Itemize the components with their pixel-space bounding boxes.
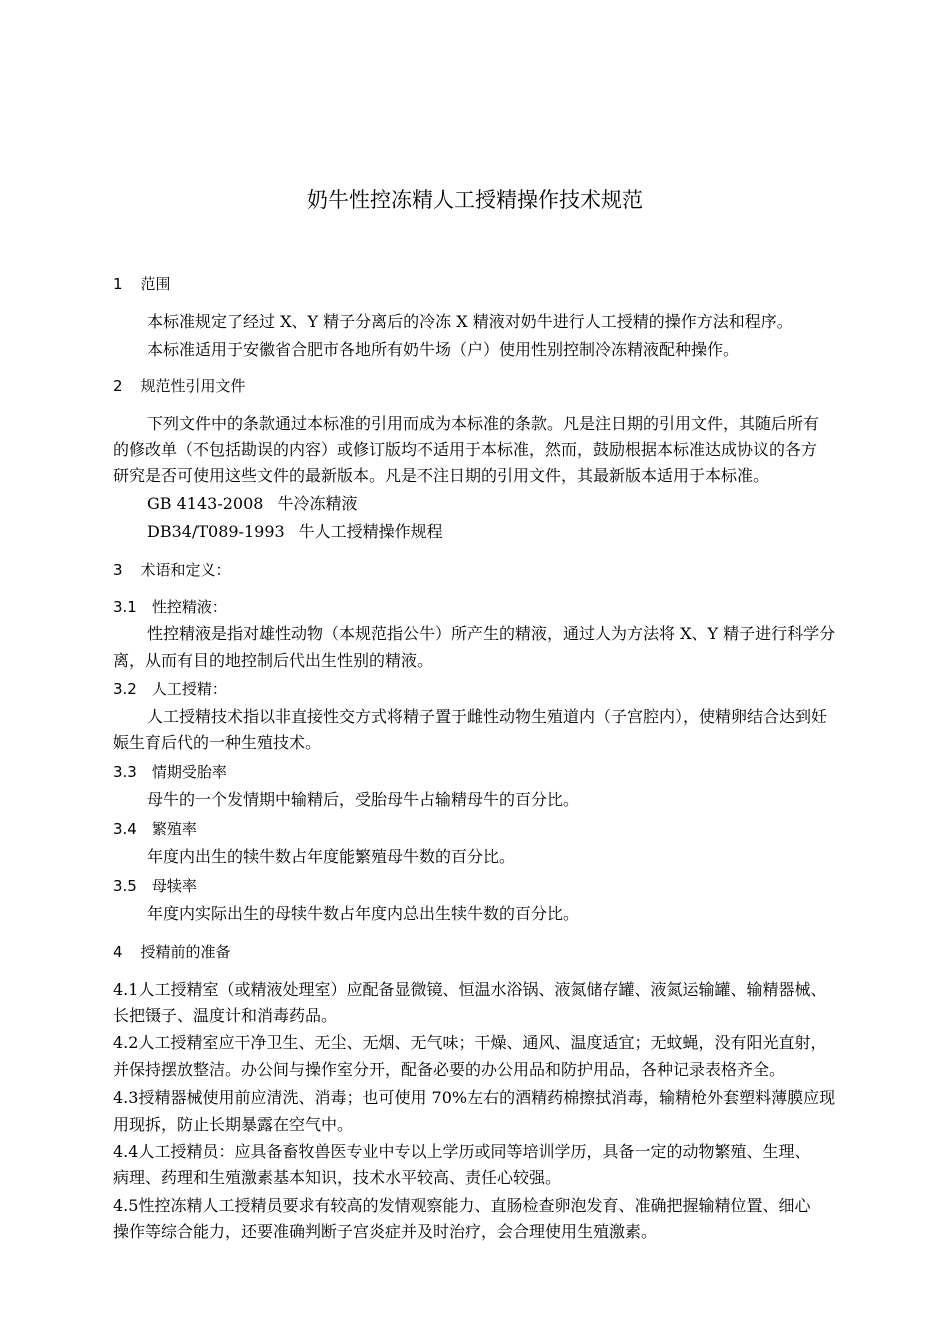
paragraph-line: 下列文件中的条款通过本标准的引用而成为本标准的条款。凡是注日期的引用文件，其随后所有 [147,414,820,433]
subsection-title: 母犊率 [151,877,197,895]
reference-item [147,522,443,542]
subsection-heading [113,876,197,896]
clause-line [113,1033,826,1053]
section-1-heading [113,274,171,294]
section-number: 1 [113,275,123,293]
clause-line [113,1142,810,1162]
clause-number: 4.2 [113,1033,139,1052]
paragraph-line: 研究是否可使用这些文件的最新版本。凡是不注日期的引用文件，其最新版本适用于本标准。 [113,466,770,485]
paragraph: 本标准规定了经过 X、Y 精子分离后的冷冻 X 精液对奶牛进行人工授精的操作方法和程序。 [147,312,793,331]
clause-line: 长把镊子、温度计和消毒药品。 [113,1006,338,1025]
section-3-heading [113,560,231,580]
section-number: 4 [113,943,123,961]
section-title: 规范性引用文件 [140,377,246,395]
document-title: 奶牛性控冻精人工授精操作技术规范 [307,188,643,212]
paragraph: 本标准适用于安徽省合肥市各地所有奶牛场（户）使用性别控制冷冻精液配种操作。 [147,340,740,359]
paragraph-line: 性控精液是指对雄性动物（本规范指公牛）所产生的精液，通过人为方法将 X、Y 精子进行科学分 [147,624,836,643]
clause-line: 操作等综合能力，还要准确判断子宫炎症并及时治疗，会合理使用生殖激素。 [113,1222,658,1241]
paragraph-line: 年度内实际出生的母犊牛数占年度内总出生犊牛数的百分比。 [147,904,580,923]
section-number: 2 [113,377,123,395]
clause-text: 人工授精室应干净卫生、无尘、无烟、无气味；干燥、通风、温度适宜；无蚊蝇，没有阳光直射， [138,1033,827,1052]
subsection-title: 性控精液： [151,598,227,616]
paragraph-line: 娠生育后代的一种生殖技术。 [113,733,322,752]
clause-text: 人工授精员：应具备畜牧兽医专业中专以上学历或同等培训学历，具备一定的动物繁殖、生理、 [138,1142,811,1161]
subsection-number: 3.4 [113,820,137,838]
paragraph-line: 母牛的一个发情期中输精后，受胎母牛占输精母牛的百分比。 [147,790,580,809]
subsection-number: 3.5 [113,877,137,895]
subsection-number: 3.3 [113,763,137,781]
clause-line: 用现拆，防止长期暴露在空气中。 [113,1115,354,1134]
clause-number: 4.5 [113,1196,139,1215]
paragraph-line: 年度内出生的犊牛数占年度能繁殖母牛数的百分比。 [147,847,516,866]
subsection-number: 3.1 [113,598,137,616]
section-4-heading [113,942,231,962]
section-2-heading [113,376,246,396]
reference-code: GB 4143-2008 [147,494,264,513]
clause-line: 并保持摆放整洁。办公间与操作室分开，配备必要的办公用品和防护用品，各种记录表格齐全。 [113,1060,786,1079]
section-title: 范围 [140,275,171,293]
section-number: 3 [113,561,123,579]
reference-code: DB34/T089-1993 [147,522,285,541]
subsection-number: 3.2 [113,680,137,698]
clause-line [113,980,826,1000]
subsection-heading [113,597,227,617]
paragraph-line: 人工授精技术指以非直接性交方式将精子置于雌性动物生殖道内（子宫腔内），使精卵结合达到妊 [147,707,828,726]
clause-line: 病理、药理和生殖激素基本知识，技术水平较高、责任心较强。 [113,1168,562,1187]
reference-name: 牛人工授精操作规程 [298,522,443,541]
paragraph-line: 离，从而有目的地控制后代出生性别的精液。 [113,651,434,670]
clause-number: 4.1 [113,980,139,999]
clause-text: 人工授精室（或精液处理室）应配备显微镜、恒温水浴锅、液氮储存罐、液氮运输罐、输精器械、 [138,980,827,999]
subsection-heading [113,762,227,782]
subsection-heading [113,819,197,839]
clause-number: 4.3 [113,1088,139,1107]
subsection-title: 情期受胎率 [151,763,227,781]
reference-item [147,494,357,514]
section-title: 术语和定义： [140,561,231,579]
subsection-title: 人工授精： [151,680,227,698]
paragraph-line: 的修改单（不包括勘误的内容）或修订版均不适用于本标准，然而，鼓励根据本标准达成协议的各方 [113,440,818,459]
clause-number: 4.4 [113,1142,139,1161]
subsection-title: 繁殖率 [151,820,197,838]
clause-text: 授精器械使用前应清洗、消毒；也可使用 70%左右的酒精药棉擦拭消毒，输精枪外套塑料薄膜应现 [138,1088,836,1107]
clause-line [113,1088,835,1108]
reference-name: 牛冷冻精液 [277,494,358,513]
clause-line [113,1196,810,1216]
subsection-heading [113,679,227,699]
clause-text: 性控冻精人工授精员要求有较高的发情观察能力、直肠检查卵泡发育、准确把握输精位置、细心 [138,1196,811,1215]
section-title: 授精前的准备 [140,943,231,961]
